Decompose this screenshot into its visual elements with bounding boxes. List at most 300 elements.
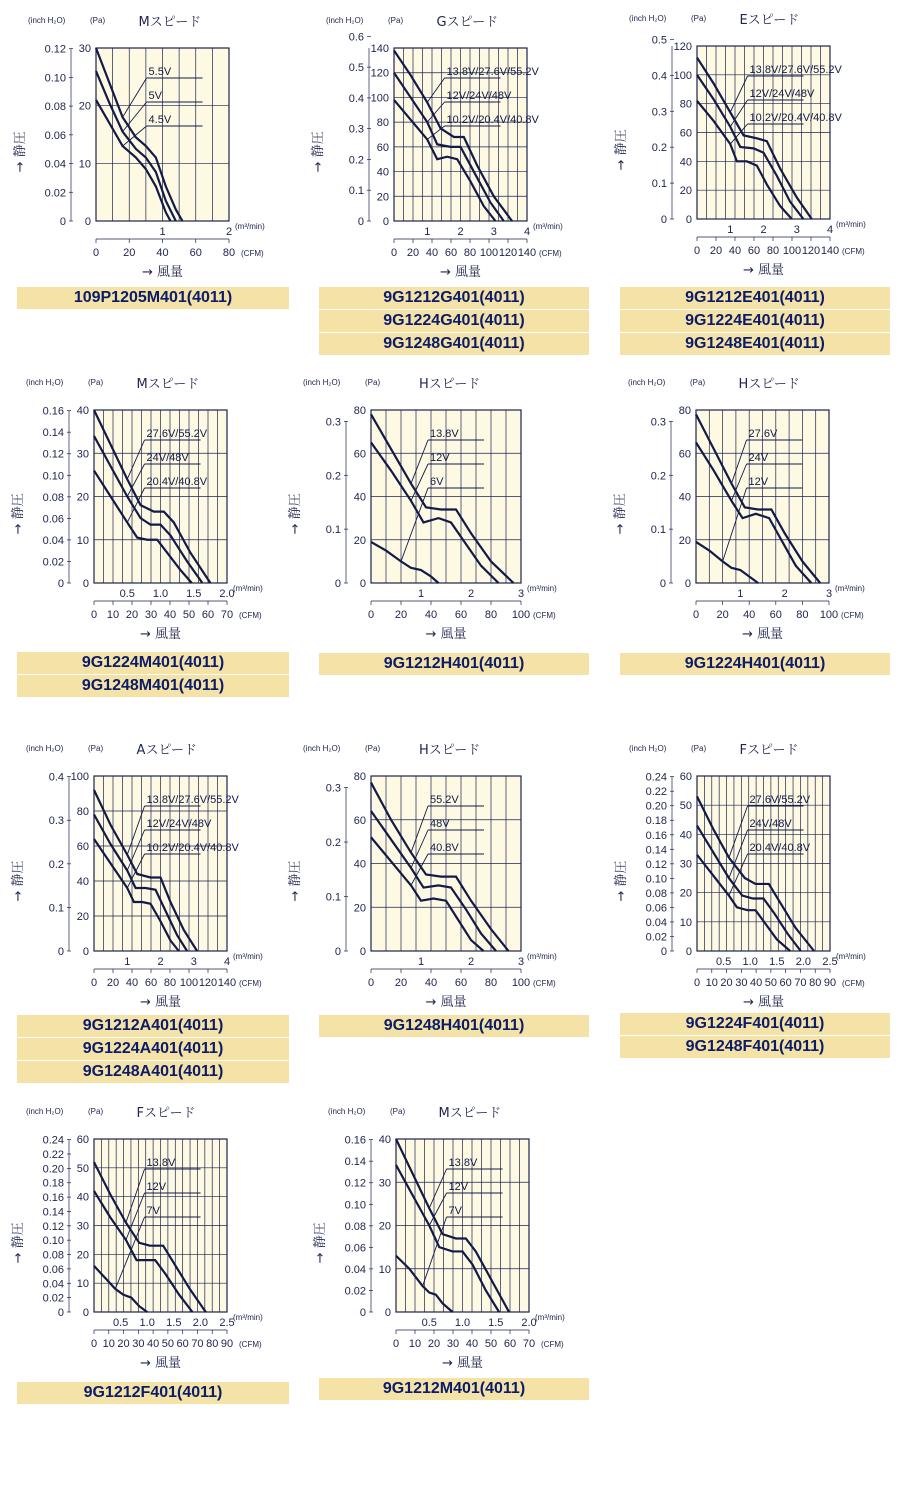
m3-tick-label: 4 [826, 224, 834, 236]
model-label: 9G1248M401(4011) [17, 675, 289, 697]
unit-inch-label: (inch H₂O) [629, 744, 667, 753]
inch-tick-label: 0.14 [42, 427, 64, 440]
model-label: 9G1224M401(4011) [17, 652, 289, 674]
inch-tick-label: 0.10 [44, 72, 66, 85]
pa-tick-label: 30 [378, 1177, 391, 1190]
m3-tick-label: 1.0 [454, 1317, 471, 1329]
m3-tick-label: 1.0 [152, 588, 169, 600]
series-label: 4.5V [148, 114, 172, 126]
model-label: 9G1224G401(4011) [319, 310, 589, 332]
inch-tick-label: 0.4 [651, 70, 667, 83]
cfm-tick-label: 60 [454, 609, 468, 621]
y-axis-label: → 静圧 [11, 493, 26, 535]
series-label: 20.4V/40.8V [749, 842, 811, 854]
pa-tick-label: 60 [353, 814, 366, 827]
cfm-tick-label: 0 [392, 1338, 400, 1350]
chart-title: Mスピード [438, 1106, 502, 1121]
pa-tick-label: 60 [76, 841, 89, 853]
cfm-tick-label: 40 [749, 977, 763, 989]
pa-tick-label: 30 [679, 858, 692, 871]
m3-tick-label: 4 [523, 226, 531, 238]
cfm-tick-label: 80 [796, 609, 809, 621]
m3-tick-label: 2.5 [822, 956, 838, 968]
chart-title: Gスピード [436, 15, 499, 30]
inch-tick-label: 0.1 [325, 524, 341, 537]
model-label: 9G1212H401(4011) [319, 653, 589, 675]
unit-m3-label: (m³/min) [527, 952, 557, 961]
m3-tick-label: 0.5 [421, 1317, 437, 1329]
m3-tick-label: 1 [727, 224, 734, 236]
m3-tick-label: 0.5 [112, 1317, 129, 1329]
pa-tick-label: 20 [378, 1220, 391, 1233]
cfm-tick-label: 140 [517, 247, 537, 259]
inch-tick-label: 0.12 [344, 1177, 366, 1190]
series-label: 7V [448, 1205, 463, 1217]
m3-tick-label: 3 [190, 956, 197, 968]
cfm-tick-label: 20 [106, 977, 120, 989]
cfm-tick-label: 10 [102, 1338, 115, 1350]
cfm-tick-label: 0 [90, 609, 98, 621]
inch-tick-label: 0.22 [42, 1149, 64, 1162]
cfm-tick-label: 40 [465, 1338, 479, 1350]
unit-cfm-label: (CFM) [842, 247, 865, 256]
model-label: 9G1212E401(4011) [620, 287, 890, 309]
chart-title: Fスピード [136, 1106, 196, 1121]
unit-inch-label: (inch H₂O) [303, 378, 341, 387]
series-label: 12V [748, 476, 769, 488]
pa-tick-label: 20 [679, 185, 692, 198]
pa-tick-label: 40 [76, 405, 89, 417]
unit-inch-label: (inch H₂O) [26, 1107, 64, 1116]
unit-inch-label: (inch H₂O) [26, 744, 64, 753]
inch-tick-label: 0.16 [42, 405, 64, 418]
unit-inch-label: (inch H₂O) [303, 744, 341, 753]
cfm-tick-label: 60 [454, 977, 468, 989]
series-label: 27.6V/55.2V [146, 428, 208, 440]
cfm-tick-label: 20 [716, 609, 729, 621]
series-label: 13.8V/27.6V/55.2V [146, 794, 239, 806]
inch-tick-label: 0.02 [42, 556, 64, 569]
inch-tick-label: 0.12 [645, 858, 667, 871]
series-label: 10.2V/20.4V/40.8V [146, 842, 239, 854]
cfm-tick-label: 70 [220, 609, 234, 621]
inch-tick-label: 0.20 [645, 800, 667, 813]
unit-pa-label: (Pa) [690, 378, 706, 387]
pa-tick-label: 20 [679, 887, 692, 900]
cfm-tick-label: 60 [201, 609, 215, 621]
inch-tick-label: 0.5 [651, 34, 667, 47]
pa-tick-label: 0 [685, 214, 692, 226]
cfm-tick-label: 20 [427, 1338, 441, 1350]
m3-tick-label: 0.5 [715, 956, 732, 968]
unit-pa-label: (Pa) [691, 14, 707, 23]
cfm-tick-label: 20 [394, 977, 408, 989]
inch-tick-label: 0.16 [645, 829, 667, 842]
inch-tick-label: 0.24 [42, 1134, 64, 1147]
inch-tick-label: 0 [660, 946, 667, 958]
y-axis-label: → 静圧 [614, 860, 629, 902]
inch-tick-label: 0.4 [348, 92, 364, 105]
inch-tick-label: 0.16 [42, 1192, 64, 1205]
unit-inch-label: (inch H₂O) [629, 14, 667, 23]
inch-tick-label: 0.2 [348, 154, 364, 167]
x-axis-label: → 風量 [425, 995, 467, 1010]
pa-tick-label: 50 [679, 800, 692, 813]
inch-tick-label: 0.2 [325, 837, 341, 850]
series-label: 12V/24V/48V [749, 88, 815, 100]
pa-tick-label: 0 [82, 946, 89, 958]
series-label: 27.6V [748, 428, 778, 440]
unit-pa-label: (Pa) [90, 16, 106, 25]
cfm-tick-label: 40 [163, 609, 177, 621]
inch-tick-label: 0.2 [650, 470, 666, 483]
cfm-tick-label: 60 [503, 1338, 517, 1350]
series-label: 13.8V [146, 1157, 176, 1169]
unit-inch-label: (inch H₂O) [28, 16, 66, 25]
cfm-tick-label: 100 [819, 609, 839, 621]
y-axis-label: → 静圧 [11, 1222, 26, 1264]
inch-tick-label: 0.1 [48, 902, 64, 915]
pa-tick-label: 120 [673, 41, 692, 53]
m3-tick-label: 2.5 [219, 1317, 235, 1329]
unit-cfm-label: (CFM) [842, 979, 865, 988]
pa-tick-label: 30 [76, 448, 89, 461]
inch-tick-label: 0.14 [42, 1206, 64, 1219]
inch-tick-label: 0.06 [42, 513, 64, 526]
inch-tick-label: 0.2 [651, 142, 667, 155]
m3-tick-label: 3 [517, 588, 525, 600]
unit-pa-label: (Pa) [390, 1107, 406, 1116]
unit-inch-label: (inch H₂O) [26, 378, 64, 387]
m3-tick-label: 2 [225, 226, 233, 238]
pa-tick-label: 20 [78, 100, 91, 113]
model-label: 109P1205M401(4011) [17, 287, 289, 309]
cfm-tick-label: 120 [801, 245, 821, 257]
pa-tick-label: 80 [353, 405, 366, 417]
inch-tick-label: 0.1 [651, 178, 667, 191]
inch-tick-label: 0.3 [325, 416, 341, 429]
inch-tick-label: 0 [359, 1307, 366, 1319]
model-label: 9G1248A401(4011) [17, 1061, 289, 1083]
m3-tick-label: 3 [490, 226, 497, 238]
inch-tick-label: 0.08 [44, 101, 66, 114]
cfm-tick-label: 80 [206, 1338, 219, 1350]
unit-pa-label: (Pa) [691, 744, 707, 753]
pa-tick-label: 100 [673, 69, 692, 82]
cfm-tick-label: 30 [132, 1338, 145, 1350]
unit-pa-label: (Pa) [365, 378, 381, 387]
inch-tick-label: 0.02 [645, 931, 667, 944]
unit-cfm-label: (CFM) [239, 979, 262, 988]
series-label: 12V/24V/48V [446, 90, 512, 102]
pa-tick-label: 140 [370, 43, 389, 55]
inch-tick-label: 0.3 [48, 815, 64, 828]
inch-tick-label: 0 [57, 946, 64, 958]
cfm-tick-label: 80 [222, 247, 236, 259]
cfm-tick-label: 60 [176, 1338, 189, 1350]
x-axis-label: → 風量 [439, 265, 482, 280]
cfm-tick-label: 90 [220, 1338, 234, 1350]
cfm-tick-label: 100 [511, 609, 531, 621]
inch-tick-label: 0.18 [42, 1177, 64, 1190]
series-label: 5.5V [148, 66, 172, 78]
m3-tick-label: 1 [159, 226, 166, 238]
pa-tick-label: 60 [76, 1134, 89, 1146]
cfm-tick-label: 20 [720, 977, 733, 989]
cfm-tick-label: 80 [463, 247, 477, 259]
series-label: 55.2V [430, 794, 459, 806]
inch-tick-label: 0.04 [42, 534, 64, 547]
model-label: 9G1212A401(4011) [17, 1015, 289, 1037]
inch-tick-label: 0.12 [42, 448, 64, 461]
cfm-tick-label: 0 [390, 247, 398, 259]
cfm-tick-label: 50 [764, 977, 778, 989]
x-axis-label: → 風量 [441, 1356, 484, 1371]
model-label: 9G1212F401(4011) [17, 1382, 289, 1404]
model-label: 9G1248F401(4011) [620, 1036, 890, 1058]
y-axis-label: → 静圧 [313, 1222, 328, 1264]
inch-tick-label: 0.18 [645, 815, 667, 828]
pa-tick-label: 20 [353, 902, 366, 915]
inch-tick-label: 0 [57, 1307, 64, 1319]
m3-tick-label: 2.0 [795, 956, 812, 968]
inch-tick-label: 0.04 [44, 158, 66, 171]
inch-tick-label: 0 [334, 946, 341, 958]
m3-tick-label: 2 [157, 956, 164, 968]
cfm-tick-label: 40 [424, 977, 438, 989]
pa-tick-label: 50 [76, 1162, 89, 1175]
inch-tick-label: 0 [659, 578, 666, 590]
pa-tick-label: 20 [376, 191, 389, 204]
series-label: 10.2V/20.4V/40.8V [446, 114, 539, 126]
series-label: 24V [748, 452, 769, 464]
pa-tick-label: 40 [378, 1134, 391, 1146]
inch-tick-label: 0.14 [344, 1156, 366, 1169]
y-axis-label: → 静圧 [614, 129, 629, 171]
cfm-tick-label: 40 [743, 609, 756, 621]
unit-cfm-label: (CFM) [539, 249, 562, 258]
pa-tick-label: 20 [353, 534, 366, 547]
inch-tick-label: 0.6 [348, 31, 364, 44]
inch-tick-label: 0.02 [44, 187, 66, 200]
m3-tick-label: 1.0 [139, 1317, 155, 1329]
inch-tick-label: 0 [357, 216, 364, 228]
unit-cfm-label: (CFM) [239, 1340, 262, 1349]
model-label: 9G1224A401(4011) [17, 1038, 289, 1060]
pa-tick-label: 80 [679, 98, 692, 111]
cfm-tick-label: 0 [693, 245, 701, 257]
unit-m3-label: (m³/min) [527, 584, 557, 593]
cfm-tick-label: 0 [693, 977, 701, 989]
chart-title: Mスピード [136, 377, 200, 392]
inch-tick-label: 0.22 [645, 786, 667, 799]
m3-tick-label: 1.5 [166, 1317, 182, 1329]
m3-tick-label: 4 [223, 956, 231, 968]
cfm-tick-label: 10 [408, 1338, 422, 1350]
unit-inch-label: (inch H₂O) [628, 378, 666, 387]
cfm-tick-label: 100 [782, 245, 802, 257]
x-axis-label: → 風量 [139, 995, 182, 1010]
cfm-tick-label: 0 [90, 1338, 98, 1350]
unit-m3-label: (m³/min) [836, 952, 866, 961]
inch-tick-label: 0.04 [344, 1263, 366, 1276]
cfm-tick-label: 0 [90, 977, 98, 989]
pa-tick-label: 80 [353, 771, 366, 783]
cfm-tick-label: 60 [747, 245, 761, 257]
inch-tick-label: 0.2 [325, 470, 341, 483]
inch-tick-label: 0.12 [44, 43, 66, 56]
series-label: 13.8V/27.6V/55.2V [749, 64, 842, 76]
model-label: 9G1212M401(4011) [319, 1378, 589, 1400]
m3-tick-label: 1 [417, 956, 425, 968]
inch-tick-label: 0.24 [645, 771, 667, 784]
inch-tick-label: 0.04 [645, 916, 667, 929]
pa-tick-label: 20 [76, 491, 89, 504]
model-label: 9G1248H401(4011) [319, 1015, 589, 1037]
cfm-tick-label: 100 [479, 247, 499, 259]
plot-group [612, 377, 865, 642]
inch-tick-label: 0.3 [650, 416, 666, 429]
chart-title: Mスピード [138, 15, 202, 30]
model-label: 9G1212G401(4011) [319, 287, 589, 309]
plot-group [312, 1106, 565, 1371]
series-label: 13.8V [430, 428, 459, 440]
x-axis-label: → 風量 [742, 995, 785, 1010]
pa-tick-label: 0 [684, 578, 691, 590]
pa-tick-label: 10 [378, 1263, 391, 1276]
y-axis-label: → 静圧 [613, 493, 628, 535]
inch-tick-label: 0.06 [42, 1263, 64, 1276]
pa-tick-label: 0 [382, 216, 389, 228]
pa-tick-label: 10 [76, 1278, 89, 1291]
series-label: 12V [430, 452, 450, 464]
cfm-tick-label: 120 [498, 247, 518, 259]
inch-tick-label: 0.02 [42, 1292, 64, 1305]
y-axis-label: → 静圧 [13, 131, 28, 173]
m3-tick-label: 3 [793, 224, 800, 236]
inch-tick-label: 0.2 [48, 858, 64, 871]
cfm-tick-label: 30 [735, 977, 748, 989]
inch-tick-label: 0.10 [344, 1199, 366, 1212]
series-label: 10.2V/20.4V/40.8V [749, 112, 842, 124]
m3-tick-label: 2.0 [219, 588, 235, 600]
inch-tick-label: 0.1 [325, 891, 341, 904]
m3-tick-label: 2.0 [521, 1317, 537, 1329]
x-axis-label: → 風量 [742, 263, 785, 278]
series-label: 40.8V [430, 842, 459, 854]
inch-tick-label: 0 [660, 214, 667, 226]
unit-m3-label: (m³/min) [233, 952, 263, 961]
inch-tick-label: 0.3 [325, 782, 341, 795]
cfm-tick-label: 10 [106, 609, 120, 621]
cfm-tick-label: 140 [820, 245, 840, 257]
cfm-tick-label: 50 [484, 1338, 498, 1350]
y-axis-label: → 静圧 [288, 860, 303, 902]
model-label: 9G1248G401(4011) [319, 333, 589, 355]
unit-m3-label: (m³/min) [233, 1313, 263, 1322]
cfm-tick-label: 70 [191, 1338, 204, 1350]
inch-tick-label: 0.16 [344, 1134, 366, 1147]
m3-tick-label: 3 [517, 956, 525, 968]
pa-tick-label: 20 [76, 911, 89, 923]
pa-tick-label: 0 [84, 216, 91, 228]
cfm-tick-label: 20 [125, 609, 139, 621]
pa-tick-label: 100 [70, 771, 89, 783]
pa-tick-label: 30 [78, 43, 91, 55]
m3-tick-label: 2 [467, 956, 475, 968]
inch-tick-label: 0.06 [645, 902, 667, 915]
m3-tick-label: 0.5 [119, 588, 135, 600]
pa-tick-label: 60 [679, 127, 692, 140]
unit-inch-label: (inch H₂O) [328, 1107, 366, 1116]
series-label: 12V/24V/48V [146, 818, 212, 830]
plot-group [613, 743, 866, 1010]
inch-tick-label: 0.08 [344, 1220, 366, 1233]
series-label: 13.8V/27.6V/55.2V [446, 66, 539, 78]
pa-tick-label: 120 [370, 67, 389, 80]
pa-tick-label: 40 [353, 491, 366, 504]
inch-tick-label: 0.10 [645, 873, 667, 886]
cfm-tick-label: 80 [484, 609, 498, 621]
cfm-tick-label: 100 [511, 977, 531, 989]
pa-tick-label: 80 [678, 405, 691, 417]
pa-tick-label: 40 [76, 1191, 89, 1204]
model-label: 9G1248E401(4011) [620, 333, 890, 355]
cfm-tick-label: 120 [198, 977, 218, 989]
unit-cfm-label: (CFM) [541, 1340, 564, 1349]
pa-tick-label: 40 [679, 829, 692, 842]
x-axis-label: → 風量 [139, 627, 182, 642]
cfm-tick-label: 20 [123, 247, 136, 259]
pa-tick-label: 0 [384, 1307, 391, 1319]
unit-cfm-label: (CFM) [533, 611, 556, 620]
cfm-tick-label: 40 [156, 247, 169, 259]
cfm-tick-label: 90 [823, 977, 837, 989]
unit-m3-label: (m³/min) [235, 222, 265, 231]
cfm-tick-label: 40 [146, 1338, 160, 1350]
series-label: 12V [146, 1181, 167, 1193]
cfm-tick-label: 10 [705, 977, 718, 989]
chart-title: Hスピード [419, 743, 481, 758]
pa-tick-label: 40 [678, 491, 691, 504]
model-label: 9G1224F401(4011) [620, 1013, 890, 1035]
pa-tick-label: 40 [679, 156, 692, 169]
series-label: 13.8V [448, 1157, 478, 1169]
unit-m3-label: (m³/min) [233, 584, 263, 593]
chart-title: Hスピード [738, 377, 800, 392]
unit-m3-label: (m³/min) [835, 584, 865, 593]
pa-tick-label: 0 [82, 1307, 89, 1319]
m3-tick-label: 2 [467, 588, 475, 600]
unit-cfm-label: (CFM) [239, 611, 262, 620]
series-label: 24V/48V [749, 818, 792, 830]
unit-pa-label: (Pa) [88, 378, 104, 387]
series-label: 48V [430, 818, 450, 830]
chart-title: Eスピード [739, 13, 800, 28]
cfm-tick-label: 30 [446, 1338, 460, 1350]
pa-tick-label: 10 [78, 158, 91, 171]
inch-tick-label: 0.14 [645, 844, 667, 857]
unit-pa-label: (Pa) [365, 744, 381, 753]
m3-tick-label: 1.5 [488, 1317, 504, 1329]
inch-tick-label: 0.10 [42, 470, 64, 483]
inch-tick-label: 0.06 [44, 129, 66, 142]
unit-pa-label: (Pa) [388, 16, 404, 25]
pa-tick-label: 0 [359, 946, 366, 958]
cfm-tick-label: 40 [425, 247, 439, 259]
inch-tick-label: 0 [57, 578, 64, 590]
chart-title: Aスピード [136, 743, 197, 758]
